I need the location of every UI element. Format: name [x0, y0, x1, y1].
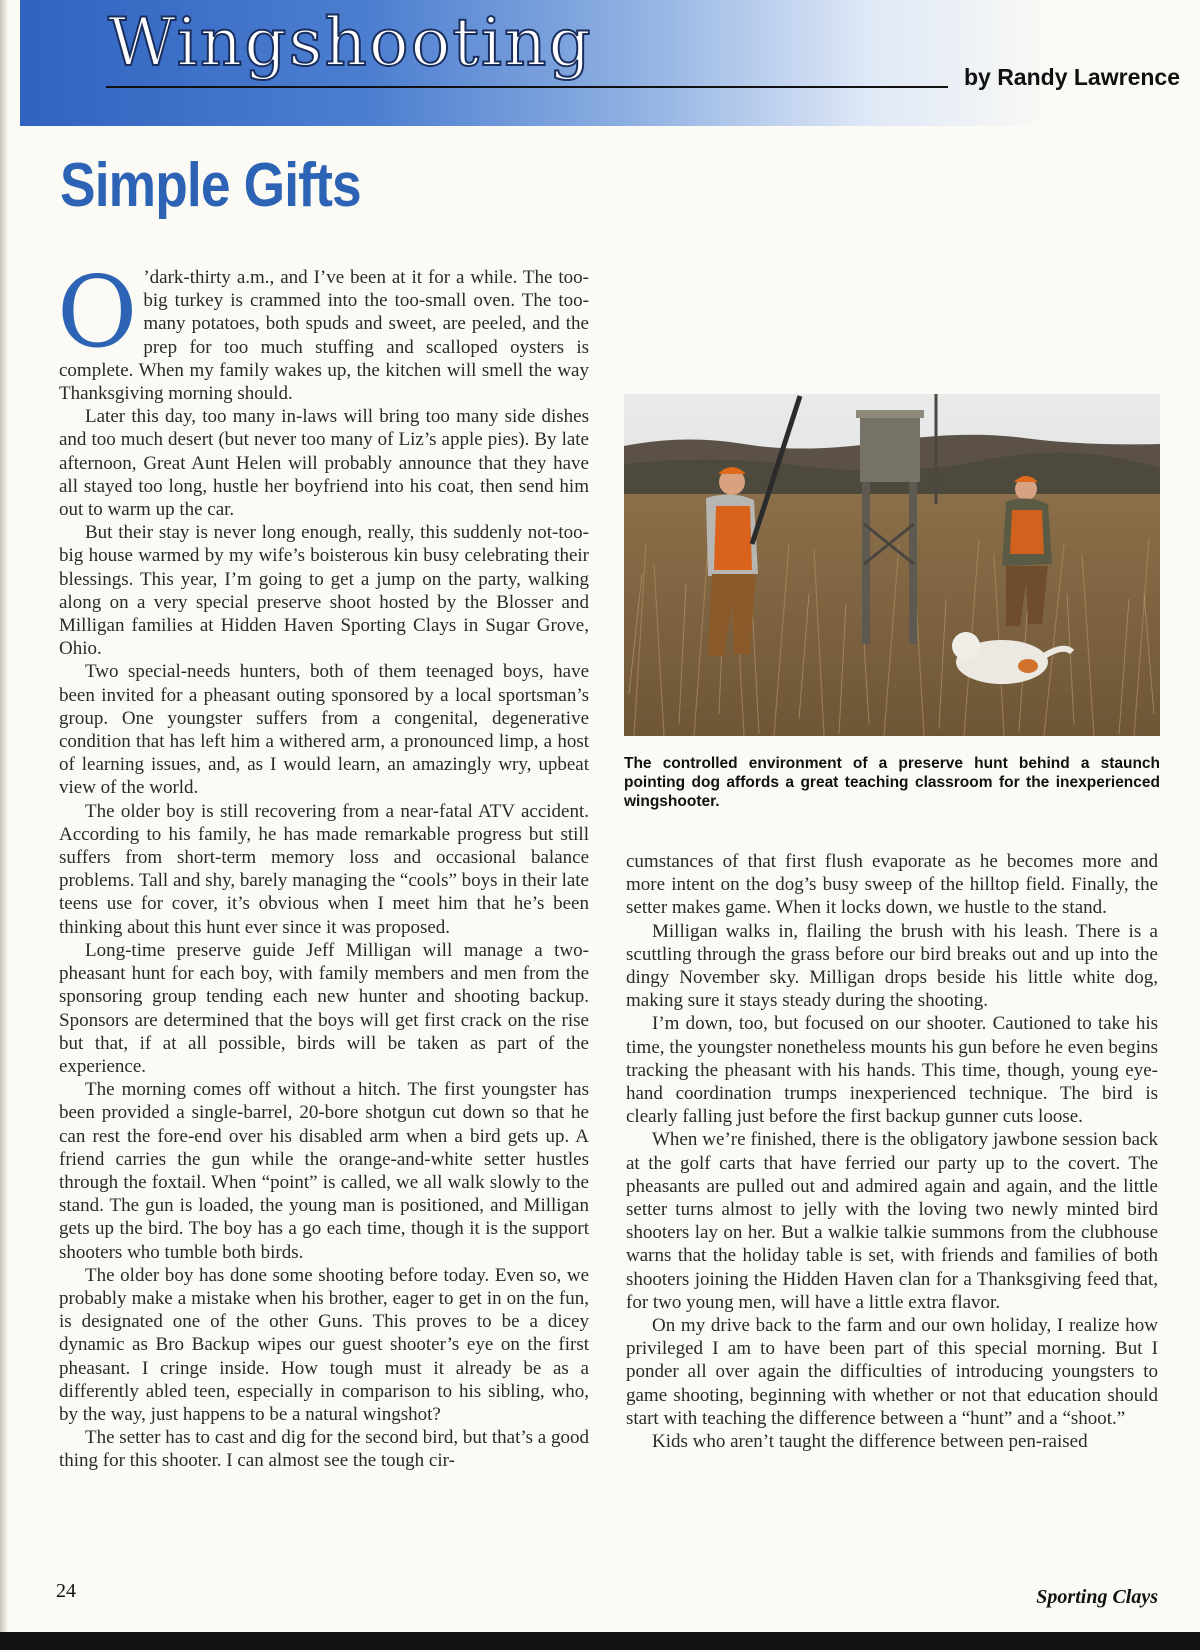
- magazine-name: Sporting Clays: [1036, 1586, 1158, 1608]
- paragraph: O ’dark-thirty a.m., and I’ve been at it for a while. The too-big turkey is crammed into the too-small oven. The too-many potatoes, both spuds and sweet, are peeled, and the prep for too much stuffing and scalloped oysters is complete. When my family wakes up, the kitchen will smell the way Thanksgiving morning should.: [57, 256, 589, 405]
- field-scene-illustration: [624, 394, 1160, 736]
- section-header-band: [20, 0, 1200, 126]
- article-headline: Simple Gifts: [60, 151, 361, 220]
- paragraph: The older boy is still recovering from a near-fatal ATV accident. According to his family, he has made remarkable progress but still suffers from short-term memory loss and occasional balance problems. Tall and shy, barely managing the “cools” boys in their late teens use for cover, it’s obvious when I meet him that he’s been thinking about this hunt ever since it was proposed.: [59, 800, 589, 938]
- column-title: Wingshooting: [108, 4, 593, 81]
- byline: by Randy Lawrence: [963, 64, 1180, 90]
- paragraph: Two special-needs hunters, both of them teenaged boys, have been invited for a pheasant outing sponsored by a local sportsman’s group. One youngster suffers from a congenital, degenerative condition that has left him a withered arm, a pronounced limp, a host of learning issues, and, as I would learn, an amazingly wry, upbeat view of the world.: [59, 661, 589, 799]
- paragraph: But their stay is never long enough, really, this suddenly not-too-big house warmed by my wife’s boisterous kin busy celebrating their blessings. This year, I’m going to get a jump on the party, walking along on a very special preserve shoot hosted by the Blosser and Milligan families at Hidden Haven Sporting Clays in Sugar Grove, Ohio.: [59, 522, 589, 660]
- paragraph: The older boy has done some shooting before today. Even so, we probably make a mistake when his brother, eager to get in on the fun, is designated one of the other Guns. This proves to be a dicey dynamic as Bro Backup wipes our guest shooter’s eye on the first pheasant. I cringe inside. How tough must it already be as a differently abled teen, especially in comparison to his sibling, who, by the way, just happens to be a natural wingshot?: [59, 1264, 589, 1425]
- header-rule: [106, 86, 948, 88]
- hunt-photo: [624, 394, 1160, 736]
- photo-caption: The controlled environment of a preserve hunt behind a staunch pointing dog affords a great teaching classroom for the inexperienced wingshooter.: [624, 755, 1160, 810]
- left-text-column: [57, 256, 589, 1473]
- paragraph: Milligan walks in, flailing the brush with his leash. There is a scuttling through the grass before our bird breaks out and up into the dingy November sky. Milligan drops beside his little white dog, making sure it stays steady during the shooting.: [626, 920, 1158, 1012]
- paragraph: When we’re finished, there is the obligatory jawbone session back at the golf carts that have ferried our party up to the covert. The pheasants are pulled out and admired again and again, and the little setter turns almost to jelly with the loving two newly minted bird shooters lay on her. But a walkie talkie summons from the clubhouse warns that the holiday table is set, with friends and families of both shooters joining the Hidden Haven clan for a Thanksgiving feed that, for two young men, will have a little extra flavor.: [626, 1129, 1158, 1313]
- drop-cap: O: [57, 256, 138, 370]
- page-number: 24: [56, 1580, 76, 1602]
- paragraph: cumstances of that first flush evaporate as he becomes more and more intent on the dog’s busy sweep of the hilltop field. Finally, the setter makes game. When it locks down, we hustle to the stand.: [626, 851, 1158, 919]
- page-gutter-shadow: [0, 0, 8, 1632]
- right-text-column: [626, 850, 1158, 1453]
- paragraph: Later this day, too many in-laws will bring too many side dishes and too much desert (but never too many of Liz’s apple pies). By late afternoon, Great Aunt Helen will probably announce that they have all stayed too long, hustle her boyfriend into his coat, then send him out to warm up the car.: [59, 406, 589, 521]
- paragraph: Long-time preserve guide Jeff Milligan will manage a two-pheasant hunt for each boy, with family members and men from the sponsoring group tending each new hunter and shooting backup. Sponsors are determined that the boys will get first crack on the rise but that, if at all possible, birds will be taken as part of the experience.: [59, 939, 589, 1077]
- paragraph: On my drive back to the farm and our own holiday, I realize how privileged I am to have been part of this special morning. But I ponder all over again the difficulties of introducing youngsters to game shooting, beginning with whether or not that education should start with teaching the difference between a “hunt” and a “shoot.”: [626, 1315, 1158, 1429]
- paragraph: The morning comes off without a hitch. The first youngster has been provided a single-barrel, 20-bore shotgun cut down so that he can rest the fore-end over his disabled arm when a bird gets up. A friend carries the gun while the orange-and-white setter hustles through the foxtail. When “point” is called, we all walk slowly to the stand. The gun is loaded, the young man is positioned, and Milligan gets up the bird. The boy has a go each time, though it is the support shooters who tumble both birds.: [59, 1079, 589, 1263]
- paragraph: I’m down, too, but focused on our shooter. Cautioned to take his time, the youngster nonetheless mounts his gun before he even begins tracking the pheasant with his hands. This time, though, young eye-hand coordination trumps inexperienced technique. The bird is clearly falling just before the first backup gunner cuts loose.: [626, 1013, 1158, 1128]
- paragraph: The setter has to cast and dig for the second bird, but that’s a good thing for this shooter. I can almost see the tough cir-: [59, 1427, 589, 1472]
- paragraph: Kids who aren’t taught the difference between pen-raised: [652, 1431, 1088, 1453]
